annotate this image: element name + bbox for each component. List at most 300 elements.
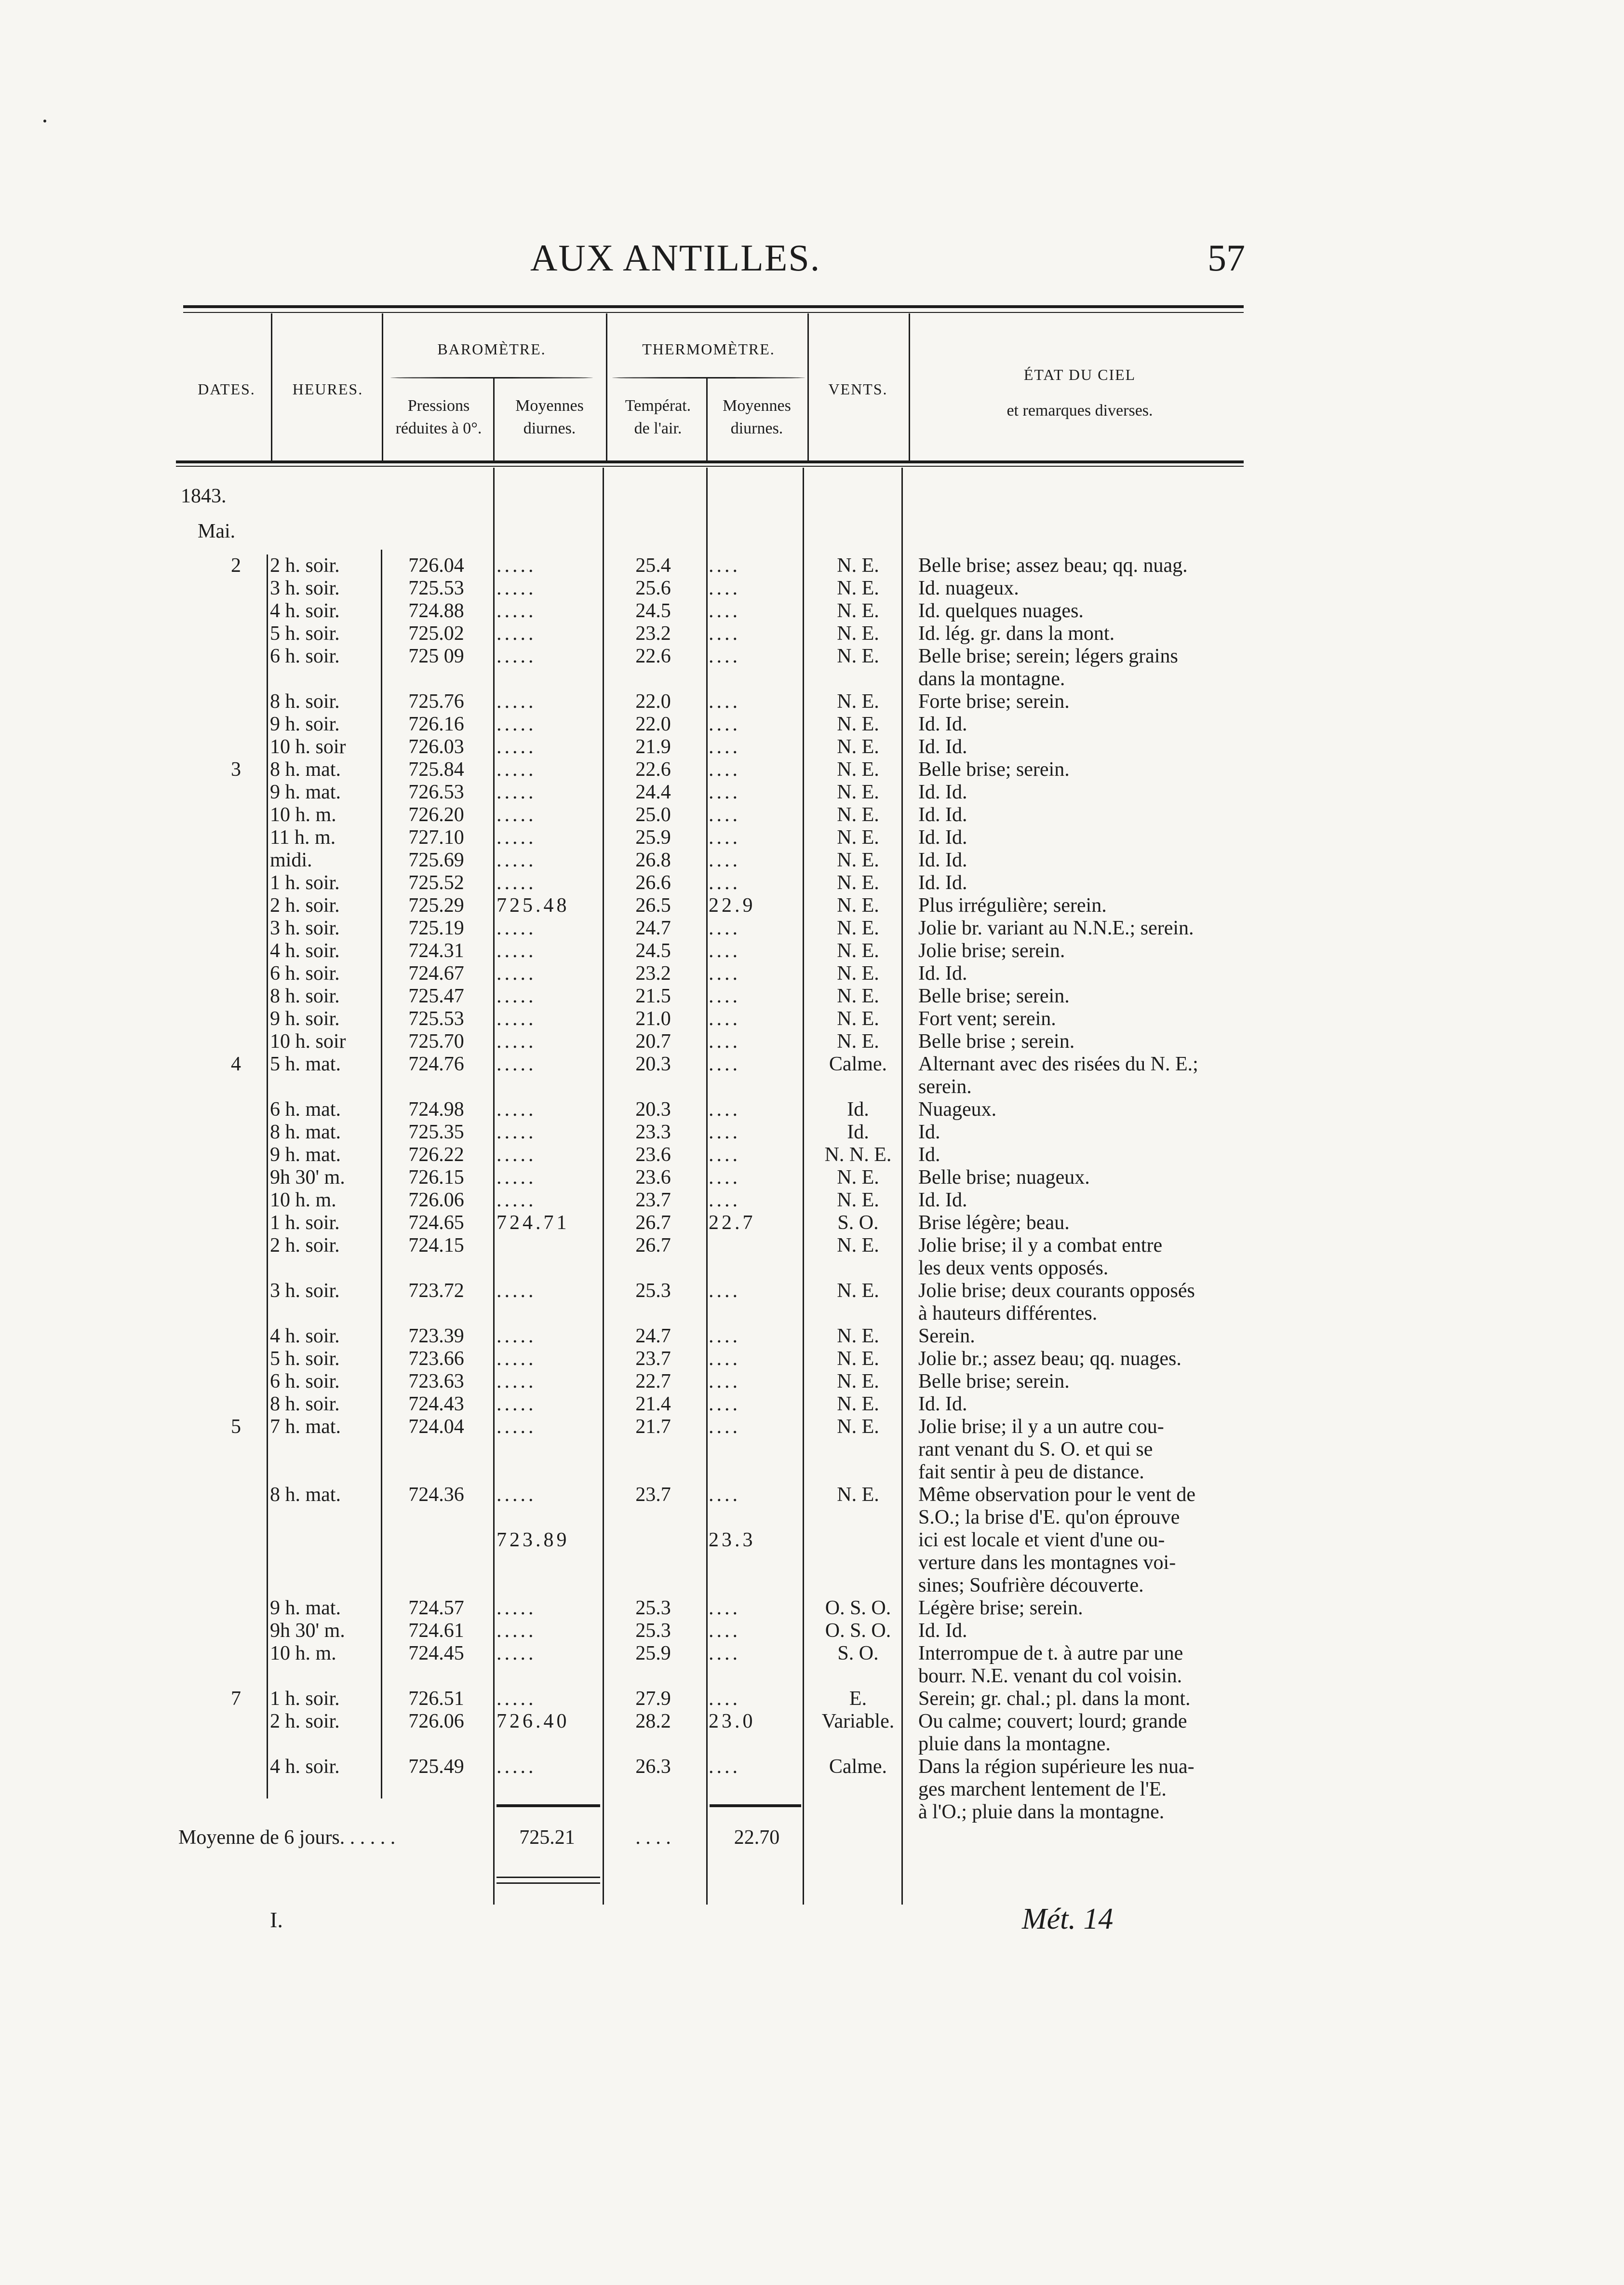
- header-thermometre: THERMOMÈTRE.: [642, 340, 775, 358]
- row-hour: 2 h. soir.: [270, 1234, 340, 1257]
- row-sky-remarks: Id. Id.: [918, 781, 967, 803]
- row-temperature: 24.4: [635, 781, 671, 803]
- row-temp-mean: 23.3: [709, 1529, 756, 1551]
- row-wind: N. E.: [837, 1280, 879, 1302]
- row-hour: 4 h. soir.: [270, 940, 340, 962]
- row-sky-remarks: à l'O.; pluie dans la montagne.: [918, 1801, 1165, 1823]
- row-wind: Calme.: [829, 1756, 887, 1778]
- row-sky-remarks: Id. Id.: [918, 849, 967, 871]
- row-sky-remarks: Id. Id.: [918, 804, 967, 826]
- row-baro-mean: .....: [497, 1597, 537, 1619]
- row-temp-mean: ....: [709, 962, 740, 985]
- row-baro-mean: .....: [497, 577, 537, 599]
- row-sky-remarks: ici est locale et vient d'une ou-: [918, 1529, 1165, 1551]
- row-wind: N. E.: [837, 985, 879, 1007]
- row-temp-mean: ....: [709, 1348, 740, 1370]
- row-sky-remarks: Id.: [918, 1121, 940, 1143]
- row-hour: 10 h. soir: [270, 1030, 346, 1053]
- row-hour: 6 h. soir.: [270, 645, 340, 667]
- row-sky-remarks: Belle brise; serein.: [918, 758, 1070, 781]
- row-hour: 8 h. soir.: [270, 690, 340, 713]
- row-temp-mean: ....: [709, 1144, 740, 1166]
- row-wind: N. E.: [837, 577, 879, 599]
- row-hour: 10 h. m.: [270, 1189, 336, 1211]
- row-temp-mean: ....: [709, 1370, 740, 1393]
- row-wind: N. E.: [837, 962, 879, 985]
- row-sky-remarks: Jolie brise; deux courants opposés: [918, 1280, 1195, 1302]
- row-wind: N. E.: [837, 849, 879, 871]
- row-pressure: 726.04: [408, 554, 464, 577]
- row-pressure: 726.03: [408, 736, 464, 758]
- row-sky-remarks: serein.: [918, 1076, 972, 1098]
- row-baro-mean: .....: [497, 1121, 537, 1143]
- row-baro-mean: .....: [497, 600, 537, 622]
- row-pressure: 724.15: [408, 1234, 464, 1257]
- row-pressure: 726.53: [408, 781, 464, 803]
- col-line-6: [807, 313, 809, 463]
- row-baro-mean: .....: [497, 1325, 537, 1347]
- body-line-tmean: [706, 468, 708, 1905]
- thermometre-underline: [612, 377, 805, 379]
- row-temperature: 21.9: [635, 736, 671, 758]
- header-moyennes-t-2: diurnes.: [730, 419, 783, 437]
- header-barometre: BAROMÈTRE.: [437, 340, 546, 358]
- row-temperature: 23.7: [635, 1484, 671, 1506]
- row-sky-remarks: Id. quelques nuages.: [918, 600, 1084, 622]
- row-wind: S. O.: [837, 1212, 879, 1234]
- row-baro-mean: .....: [497, 781, 537, 803]
- row-baro-mean: .....: [497, 1688, 537, 1710]
- header-temperat: Températ.: [625, 397, 691, 415]
- row-pressure: 724.61: [408, 1620, 464, 1642]
- summary-dots: . . . .: [635, 1826, 671, 1849]
- row-temp-mean: ....: [709, 872, 740, 894]
- row-baro-mean: .....: [497, 804, 537, 826]
- row-wind: N. E.: [837, 804, 879, 826]
- row-wind: O. S. O.: [825, 1620, 891, 1642]
- header-heures: HEURES.: [292, 380, 363, 398]
- col-line-4: [606, 313, 607, 463]
- row-baro-mean: .....: [497, 1189, 537, 1211]
- row-hour: 10 h. soir: [270, 736, 346, 758]
- body-line-temp: [603, 468, 604, 1905]
- row-date: 7: [231, 1688, 241, 1710]
- row-baro-mean: .....: [497, 713, 537, 735]
- header-bottom-rule-thin: [176, 466, 1244, 467]
- row-date: 2: [231, 554, 241, 577]
- row-wind: N. E.: [837, 690, 879, 713]
- row-pressure: 724.36: [408, 1484, 464, 1506]
- col-line-7: [909, 313, 910, 463]
- row-temperature: 21.0: [635, 1008, 671, 1030]
- summary-rule-tmean: [710, 1804, 801, 1807]
- row-wind: N. E.: [837, 872, 879, 894]
- row-pressure: 725.49: [408, 1756, 464, 1778]
- row-temp-mean: ....: [709, 1166, 740, 1189]
- row-temperature: 23.2: [635, 622, 671, 645]
- row-temperature: 26.7: [635, 1234, 671, 1257]
- row-sky-remarks: Légère brise; serein.: [918, 1597, 1083, 1619]
- row-baro-mean: .....: [497, 554, 537, 577]
- row-sky-remarks: Id. Id.: [918, 713, 967, 735]
- header-moyennes-t: Moyennes: [723, 397, 791, 415]
- header-vents: VENTS.: [828, 380, 888, 398]
- row-baro-mean: .....: [497, 849, 537, 871]
- row-baro-mean: 724.71: [497, 1212, 570, 1234]
- row-temp-mean: ....: [709, 1642, 740, 1664]
- row-wind: N. N. E.: [824, 1144, 892, 1166]
- row-sky-remarks: Jolie br. variant au N.N.E.; serein.: [918, 917, 1194, 939]
- header-temperat-2: de l'air.: [634, 419, 682, 437]
- row-date: 5: [231, 1416, 241, 1438]
- top-rule: [183, 305, 1244, 308]
- row-temperature: 26.7: [635, 1212, 671, 1234]
- row-hour: 4 h. soir.: [270, 1756, 340, 1778]
- row-sky-remarks: Jolie brise; serein.: [918, 940, 1065, 962]
- row-sky-remarks: à hauteurs différentes.: [918, 1302, 1098, 1325]
- row-sky-remarks: Forte brise; serein.: [918, 690, 1070, 713]
- summary-bottom-rule-b2: [497, 1882, 600, 1884]
- row-temperature: 25.4: [635, 554, 671, 577]
- row-temperature: 26.6: [635, 872, 671, 894]
- row-baro-mean: 726.40: [497, 1710, 570, 1732]
- row-baro-mean: .....: [497, 758, 537, 781]
- row-wind: N. E.: [837, 940, 879, 962]
- row-sky-remarks: Nuageux.: [918, 1098, 997, 1121]
- row-pressure: 725.29: [408, 894, 464, 917]
- row-pressure: 724.67: [408, 962, 464, 985]
- row-wind: N. E.: [837, 1393, 879, 1415]
- header-moyennes-b: Moyennes: [515, 397, 584, 415]
- row-wind: N. E.: [837, 1416, 879, 1438]
- row-temp-mean: ....: [709, 690, 740, 713]
- row-pressure: 725.52: [408, 872, 464, 894]
- row-sky-remarks: Id. Id.: [918, 1393, 967, 1415]
- row-wind: N. E.: [837, 1348, 879, 1370]
- row-pressure: 725.84: [408, 758, 464, 781]
- summary-rule-bmean: [497, 1804, 600, 1807]
- row-hour: 2 h. soir.: [270, 1710, 340, 1732]
- row-sky-remarks: sines; Soufrière découverte.: [918, 1574, 1144, 1596]
- col-line-3: [493, 379, 495, 463]
- col-line-5: [706, 379, 708, 463]
- row-pressure: 726.06: [408, 1710, 464, 1732]
- row-pressure: 725.02: [408, 622, 464, 645]
- row-temp-mean: ....: [709, 600, 740, 622]
- row-pressure: 724.98: [408, 1098, 464, 1121]
- row-pressure: 725.69: [408, 849, 464, 871]
- row-temperature: 26.3: [635, 1756, 671, 1778]
- row-wind: N. E.: [837, 622, 879, 645]
- row-temp-mean: ....: [709, 940, 740, 962]
- row-temp-mean: ....: [709, 1688, 740, 1710]
- row-wind: Id.: [847, 1098, 869, 1121]
- row-wind: N. E.: [837, 1325, 879, 1347]
- row-wind: Id.: [847, 1121, 869, 1143]
- row-hour: 6 h. soir.: [270, 962, 340, 985]
- row-wind: N. E.: [837, 645, 879, 667]
- row-wind: N. E.: [837, 1030, 879, 1053]
- row-sky-remarks: Belle brise; assez beau; qq. nuag.: [918, 554, 1188, 577]
- row-temp-mean: ....: [709, 1597, 740, 1619]
- year-label: 1843.: [181, 485, 227, 507]
- row-wind: N. E.: [837, 554, 879, 577]
- row-temp-mean: ....: [709, 713, 740, 735]
- row-temperature: 25.0: [635, 804, 671, 826]
- row-baro-mean: .....: [497, 1348, 537, 1370]
- row-pressure: 726.06: [408, 1189, 464, 1211]
- row-pressure: 724.04: [408, 1416, 464, 1438]
- row-temperature: 23.3: [635, 1121, 671, 1143]
- body-line-bmean: [493, 468, 495, 1905]
- row-pressure: 727.10: [408, 826, 464, 849]
- row-temperature: 25.3: [635, 1280, 671, 1302]
- row-hour: 6 h. mat.: [270, 1098, 341, 1121]
- row-hour: 10 h. m.: [270, 1642, 336, 1664]
- row-baro-mean: .....: [497, 1620, 537, 1642]
- row-pressure: 725.70: [408, 1030, 464, 1053]
- row-hour: 1 h. soir.: [270, 1688, 340, 1710]
- header-pressions: Pressions: [407, 397, 470, 415]
- row-sky-remarks: Interrompue de t. à autre par une: [918, 1642, 1183, 1664]
- row-sky-remarks: Id. Id.: [918, 1620, 967, 1642]
- row-temperature: 23.7: [635, 1189, 671, 1211]
- row-temp-mean: 22.7: [709, 1212, 756, 1234]
- row-temperature: 25.9: [635, 826, 671, 849]
- row-temperature: 28.2: [635, 1710, 671, 1732]
- body-line-pres: [381, 550, 382, 1798]
- row-temperature: 25.6: [635, 577, 671, 599]
- header-bottom-rule: [176, 460, 1244, 463]
- barometre-underline: [390, 377, 593, 379]
- row-sky-remarks: Belle brise; serein; légers grains: [918, 645, 1178, 667]
- row-temp-mean: ....: [709, 1393, 740, 1415]
- row-hour: 5 h. mat.: [270, 1053, 341, 1075]
- row-date: 4: [231, 1053, 241, 1075]
- row-baro-mean: .....: [497, 1144, 537, 1166]
- row-wind: N. E.: [837, 1008, 879, 1030]
- row-temp-mean: ....: [709, 804, 740, 826]
- row-temp-mean: ....: [709, 1756, 740, 1778]
- top-rule-thin: [183, 312, 1244, 313]
- row-temp-mean: ....: [709, 1484, 740, 1506]
- row-temperature: 22.0: [635, 713, 671, 735]
- row-hour: 3 h. soir.: [270, 917, 340, 939]
- row-temperature: 25.3: [635, 1597, 671, 1619]
- row-temperature: 25.3: [635, 1620, 671, 1642]
- footer-signature-right: Mét. 14: [1022, 1903, 1114, 1935]
- header-moyennes-b-2: diurnes.: [523, 419, 576, 437]
- row-temperature: 20.7: [635, 1030, 671, 1053]
- row-hour: 4 h. soir.: [270, 1325, 340, 1347]
- row-hour: 9h 30' m.: [270, 1620, 345, 1642]
- row-wind: N. E.: [837, 1234, 879, 1257]
- row-temp-mean: ....: [709, 577, 740, 599]
- header-etat: ÉTAT DU CIEL: [1023, 366, 1136, 383]
- summary-temp-mean: 22.70: [734, 1826, 780, 1849]
- row-sky-remarks: Id.: [918, 1144, 940, 1166]
- row-temp-mean: ....: [709, 826, 740, 849]
- row-hour: 3 h. soir.: [270, 577, 340, 599]
- row-wind: Variable.: [821, 1710, 895, 1732]
- row-temp-mean: ....: [709, 1416, 740, 1438]
- header-dates: DATES.: [198, 380, 255, 398]
- row-baro-mean: .....: [497, 1098, 537, 1121]
- row-hour: 2 h. soir.: [270, 894, 340, 917]
- row-pressure: 726.22: [408, 1144, 464, 1166]
- row-temperature: 24.5: [635, 940, 671, 962]
- summary-label: Moyenne de 6 jours. . . . . .: [178, 1826, 396, 1849]
- row-pressure: 724.57: [408, 1597, 464, 1619]
- row-sky-remarks: Jolie brise; il y a combat entre: [918, 1234, 1163, 1257]
- row-hour: 5 h. soir.: [270, 1348, 340, 1370]
- row-baro-mean: .....: [497, 985, 537, 1007]
- row-temp-mean: ....: [709, 781, 740, 803]
- row-baro-mean: .....: [497, 1008, 537, 1030]
- row-wind: N. E.: [837, 894, 879, 917]
- header-pressions-2: réduites à 0°.: [395, 419, 482, 437]
- row-baro-mean: .....: [497, 1370, 537, 1393]
- row-sky-remarks: Id. Id.: [918, 962, 967, 985]
- row-hour: 9 h. mat.: [270, 1144, 341, 1166]
- row-hour: 1 h. soir.: [270, 872, 340, 894]
- row-hour: 3 h. soir.: [270, 1280, 340, 1302]
- row-temperature: 21.5: [635, 985, 671, 1007]
- row-temperature: 24.5: [635, 600, 671, 622]
- row-pressure: 724.88: [408, 600, 464, 622]
- row-hour: 1 h. soir.: [270, 1212, 340, 1234]
- row-pressure: 726.51: [408, 1688, 464, 1710]
- page-number: 57: [1208, 237, 1245, 279]
- row-temp-mean: ....: [709, 1280, 740, 1302]
- row-hour: 8 h. mat.: [270, 758, 341, 781]
- row-temp-mean: ....: [709, 985, 740, 1007]
- row-baro-mean: .....: [497, 826, 537, 849]
- summary-bottom-rule-b: [497, 1877, 600, 1878]
- row-sky-remarks: Même observation pour le vent de: [918, 1484, 1195, 1506]
- row-sky-remarks: Plus irrégulière; serein.: [918, 894, 1107, 917]
- row-temperature: 23.6: [635, 1144, 671, 1166]
- row-sky-remarks: Jolie br.; assez beau; qq. nuages.: [918, 1348, 1181, 1370]
- row-pressure: 724.45: [408, 1642, 464, 1664]
- row-baro-mean: .....: [497, 872, 537, 894]
- row-temp-mean: ....: [709, 1008, 740, 1030]
- row-sky-remarks: Serein.: [918, 1325, 975, 1347]
- row-sky-remarks: pluie dans la montagne.: [918, 1733, 1111, 1755]
- row-sky-remarks: Belle brise; serein.: [918, 985, 1070, 1007]
- col-line-1: [271, 313, 272, 463]
- row-temp-mean: ....: [709, 645, 740, 667]
- row-temp-mean: ....: [709, 1098, 740, 1121]
- row-pressure: 725.35: [408, 1121, 464, 1143]
- row-wind: N. E.: [837, 713, 879, 735]
- row-sky-remarks: Belle brise; nuageux.: [918, 1166, 1090, 1189]
- row-sky-remarks: Id. Id.: [918, 1189, 967, 1211]
- row-baro-mean: .....: [497, 690, 537, 713]
- row-baro-mean: .....: [497, 1053, 537, 1075]
- row-temp-mean: ....: [709, 736, 740, 758]
- row-baro-mean: .....: [497, 1280, 537, 1302]
- row-pressure: 725.47: [408, 985, 464, 1007]
- row-baro-mean: .....: [497, 1393, 537, 1415]
- row-pressure: 725 09: [408, 645, 464, 667]
- month-label: Mai.: [198, 520, 236, 542]
- row-pressure: 726.16: [408, 713, 464, 735]
- row-wind: N. E.: [837, 1189, 879, 1211]
- row-baro-mean: .....: [497, 917, 537, 939]
- row-temperature: 24.7: [635, 917, 671, 939]
- row-pressure: 726.20: [408, 804, 464, 826]
- row-wind: N. E.: [837, 736, 879, 758]
- row-sky-remarks: bourr. N.E. venant du col voisin.: [918, 1665, 1182, 1687]
- row-temperature: 23.2: [635, 962, 671, 985]
- row-pressure: 725.19: [408, 917, 464, 939]
- row-temp-mean: ....: [709, 1189, 740, 1211]
- row-sky-remarks: ges marchent lentement de l'E.: [918, 1778, 1167, 1800]
- row-temperature: 22.6: [635, 758, 671, 781]
- row-temperature: 22.6: [635, 645, 671, 667]
- row-baro-mean: .....: [497, 1166, 537, 1189]
- body-line-hour: [267, 554, 268, 1798]
- row-temp-mean: ....: [709, 554, 740, 577]
- running-title: AUX ANTILLES.: [530, 237, 821, 279]
- row-pressure: 723.72: [408, 1280, 464, 1302]
- row-baro-mean: .....: [497, 1756, 537, 1778]
- row-hour: 2 h. soir.: [270, 554, 340, 577]
- row-sky-remarks: Ou calme; couvert; lourd; grande: [918, 1710, 1187, 1732]
- row-wind: N. E.: [837, 600, 879, 622]
- margin-dot: [43, 120, 46, 122]
- row-date: 3: [231, 758, 241, 781]
- row-temp-mean: ....: [709, 1030, 740, 1053]
- row-sky-remarks: rant venant du S. O. et qui se: [918, 1438, 1153, 1460]
- col-line-2: [382, 313, 383, 463]
- row-temperature: 21.4: [635, 1393, 671, 1415]
- row-sky-remarks: Brise légère; beau.: [918, 1212, 1070, 1234]
- row-baro-mean: .....: [497, 962, 537, 985]
- row-baro-mean: .....: [497, 622, 537, 645]
- row-sky-remarks: les deux vents opposés.: [918, 1257, 1109, 1279]
- row-pressure: 723.66: [408, 1348, 464, 1370]
- row-temperature: 22.0: [635, 690, 671, 713]
- header-etat-2: et remarques diverses.: [1007, 402, 1153, 419]
- row-wind: N. E.: [837, 1370, 879, 1393]
- row-wind: O. S. O.: [825, 1597, 891, 1619]
- row-hour: 11 h. m.: [270, 826, 336, 849]
- row-baro-mean: .....: [497, 1030, 537, 1053]
- row-wind: E.: [849, 1688, 867, 1710]
- row-temperature: 21.7: [635, 1416, 671, 1438]
- row-wind: N. E.: [837, 1484, 879, 1506]
- row-pressure: 723.39: [408, 1325, 464, 1347]
- row-wind: N. E.: [837, 781, 879, 803]
- row-pressure: 723.63: [408, 1370, 464, 1393]
- row-hour: 9h 30' m.: [270, 1166, 345, 1189]
- row-temperature: 20.3: [635, 1053, 671, 1075]
- row-wind: N. E.: [837, 917, 879, 939]
- row-temperature: 26.8: [635, 849, 671, 871]
- row-temp-mean: ....: [709, 917, 740, 939]
- row-hour: 4 h. soir.: [270, 600, 340, 622]
- row-hour: 9 h. soir.: [270, 1008, 340, 1030]
- row-wind: N. E.: [837, 758, 879, 781]
- row-wind: S. O.: [837, 1642, 879, 1664]
- row-pressure: 724.65: [408, 1212, 464, 1234]
- row-sky-remarks: Fort vent; serein.: [918, 1008, 1056, 1030]
- row-temp-mean: ....: [709, 622, 740, 645]
- row-hour: 6 h. soir.: [270, 1370, 340, 1393]
- row-wind: N. E.: [837, 1166, 879, 1189]
